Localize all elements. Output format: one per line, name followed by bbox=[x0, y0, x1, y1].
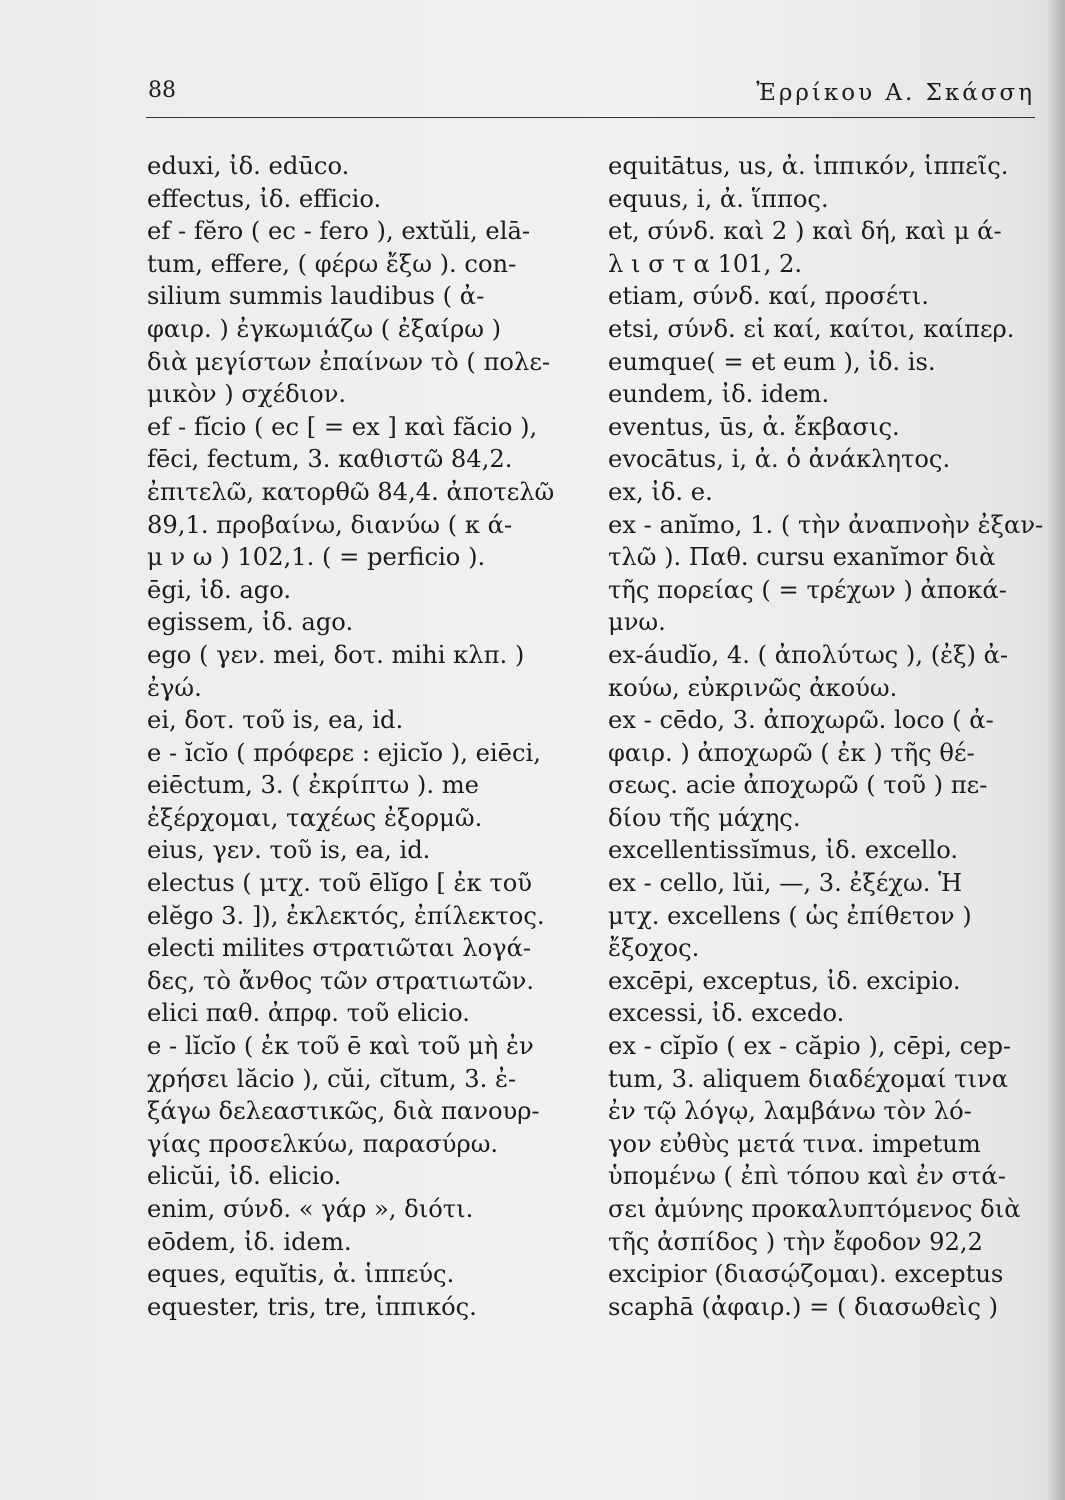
dictionary-line: μνω. bbox=[608, 608, 666, 637]
dictionary-line: ex, ἰδ. e. bbox=[608, 477, 713, 506]
dictionary-line: φαιρ. ) ἐγκωμιάζω ( ἐξαίρω ) bbox=[147, 314, 502, 343]
left-column bbox=[147, 150, 577, 1323]
page-edge-shadow bbox=[1047, 0, 1065, 1500]
dictionary-line: τῆς πορείας ( = τρέχων ) ἀποκά- bbox=[608, 575, 1007, 604]
dictionary-line: ef - fĕro ( ec - fero ), extŭli, elā- bbox=[147, 217, 531, 246]
dictionary-line: ēgi, ἰδ. ago. bbox=[147, 575, 292, 604]
dictionary-line: eius, γεν. τοῦ is, ea, id. bbox=[147, 836, 431, 865]
dictionary-line: eumque( = et eum ), ἰδ. is. bbox=[608, 347, 936, 376]
dictionary-line: δες, τὸ ἄνθος τῶν στρατιωτῶν. bbox=[147, 966, 535, 995]
dictionary-line: ex-áudĭo, 4. ( ἀπολύτως ), (ἐξ) ἀ- bbox=[608, 640, 1009, 669]
dictionary-line: σεως. acie ἀποχωρῶ ( τοῦ ) πε- bbox=[608, 771, 988, 800]
dictionary-line: tum, 3. aliquem διαδέχομαί τινα bbox=[608, 1064, 1009, 1093]
dictionary-line: ἐπιτελῶ, κατορθῶ 84,4. ἀποτελῶ bbox=[147, 477, 555, 506]
dictionary-line: ego ( γεν. mei, δοτ. mihi κλπ. ) bbox=[147, 640, 525, 669]
dictionary-line: δίου τῆς μάχης. bbox=[608, 803, 801, 832]
dictionary-line: ex - cello, lŭi, —, 3. ἐξέχω. Ἡ bbox=[608, 869, 963, 898]
page-number: 88 bbox=[148, 78, 176, 103]
dictionary-line: e - ĭcĭo ( πρόφερε : ejicĭo ), eiēci, bbox=[147, 738, 541, 767]
dictionary-line: διὰ μεγίστων ἐπαίνων τὸ ( πολε- bbox=[147, 347, 551, 376]
dictionary-line: evocātus, i, ἀ. ὁ ἀνάκλητος. bbox=[608, 445, 951, 474]
dictionary-line: eundem, ἰδ. idem. bbox=[608, 380, 830, 409]
dictionary-line: elĕgo 3. ]), ἐκλεκτός, ἐπίλεκτος. bbox=[147, 901, 545, 930]
dictionary-line: κούω, εὐκρινῶς ἀκούω. bbox=[608, 673, 898, 702]
dictionary-line: fēci, fectum, 3. καθιστῶ 84,2. bbox=[147, 445, 513, 474]
dictionary-line: eiēctum, 3. ( ἐκρίπτω ). me bbox=[147, 771, 479, 800]
dictionary-line: effectus, ἰδ. efficio. bbox=[147, 184, 382, 213]
dictionary-line: electus ( μτχ. τοῦ ēlĭgo [ ἐκ τοῦ bbox=[147, 869, 532, 898]
dictionary-line: equester, tris, tre, ἱππικός. bbox=[147, 1292, 477, 1321]
dictionary-line: ὑπομένω ( ἐπὶ τόπου καὶ ἐν στά- bbox=[608, 1162, 1006, 1191]
dictionary-line: ei, δοτ. τοῦ is, ea, id. bbox=[147, 706, 404, 735]
dictionary-line: excessi, ἰδ. excedo. bbox=[608, 999, 845, 1028]
dictionary-line: ἔξοχος. bbox=[608, 934, 700, 963]
running-title: Ἐρρίκου Α. Σκάσση bbox=[756, 80, 1035, 106]
dictionary-line: excellentissĭmus, ἰδ. excello. bbox=[608, 836, 959, 865]
dictionary-line: τῆς ἀσπίδος ) τὴν ἔφοδον 92,2 bbox=[608, 1227, 983, 1256]
dictionary-line: λ ι σ τ α 101, 2. bbox=[608, 249, 803, 278]
dictionary-line: eventus, ūs, ἀ. ἔκβασις. bbox=[608, 412, 900, 441]
dictionary-line: ἐν τῷ λόγῳ, λαμβάνω τὸν λό- bbox=[608, 1097, 972, 1126]
dictionary-line: σει ἀμύνης προκαλυπτόμενος διὰ bbox=[608, 1195, 1021, 1223]
dictionary-line: excipior (διασῴζομαι). exceptus bbox=[608, 1260, 1004, 1289]
dictionary-line: egissem, ἰδ. ago. bbox=[147, 608, 354, 637]
dictionary-line: 89,1. προβαίνω, διανύω ( κ ά- bbox=[147, 510, 513, 539]
dictionary-line: equitātus, us, ἀ. ἱππικόν, ἱππεῖς. bbox=[608, 152, 1009, 180]
dictionary-line: ex - anĭmo, 1. ( τὴν ἀναπνοὴν ἐξαν- bbox=[608, 510, 1044, 539]
dictionary-line: scaphā (ἀφαιρ.) = ( διασωθεὶς ) bbox=[608, 1292, 999, 1321]
dictionary-line: ἐξέρχομαι, ταχέως ἐξορμῶ. bbox=[147, 803, 483, 832]
dictionary-line: τλῶ ). Παθ. cursu exanĭmor διὰ bbox=[608, 543, 996, 572]
dictionary-line: γον εὐθὺς μετά τινα. impetum bbox=[608, 1129, 981, 1158]
dictionary-line: μ ν ω ) 102,1. ( = perficio ). bbox=[147, 543, 486, 572]
dictionary-line: elici παθ. ἀπρφ. τοῦ elicio. bbox=[147, 999, 470, 1028]
dictionary-line: χρήσει lăcio ), cŭi, cĭtum, 3. ἐ- bbox=[147, 1064, 517, 1093]
dictionary-line: ex - cĭpĭo ( ex - căpio ), cēpi, cep- bbox=[608, 1032, 1012, 1061]
dictionary-line: excēpi, exceptus, ἰδ. excipio. bbox=[608, 966, 961, 995]
dictionary-line: ex - cēdo, 3. ἀποχωρῶ. loco ( ἀ- bbox=[608, 706, 994, 735]
dictionary-line: eōdem, ἰδ. idem. bbox=[147, 1227, 352, 1256]
dictionary-line: etiam, σύνδ. καί, προσέτι. bbox=[608, 282, 929, 311]
dictionary-line: et, σύνδ. καὶ 2 ) καὶ δή, καὶ μ ά- bbox=[608, 217, 1002, 246]
dictionary-line: elicŭi, ἰδ. elicio. bbox=[147, 1162, 342, 1191]
dictionary-line: eques, equĭtis, ἀ. ἱππεύς. bbox=[147, 1260, 455, 1289]
dictionary-line: tum, effere, ( φέρω ἔξω ). con- bbox=[147, 249, 517, 278]
dictionary-line: μτχ. excellens ( ὡς ἐπίθετον ) bbox=[608, 901, 972, 930]
dictionary-line: e - lĭcĭo ( ἐκ τοῦ ē καὶ τοῦ μὴ ἐν bbox=[147, 1032, 534, 1061]
dictionary-line: silium summis laudibus ( ἀ- bbox=[147, 282, 485, 311]
dictionary-line: electi milites στρατιῶται λογά- bbox=[147, 934, 532, 963]
dictionary-line: ξάγω δελεαστικῶς, διὰ πανουρ- bbox=[147, 1097, 540, 1126]
dictionary-line: etsi, σύνδ. εἰ καί, καίτοι, καίπερ. bbox=[608, 314, 1015, 343]
dictionary-line: equus, i, ἀ. ἵππος. bbox=[608, 184, 829, 213]
dictionary-line: ἐγώ. bbox=[147, 673, 202, 702]
header-rule bbox=[146, 117, 1035, 118]
dictionary-line: enim, σύνδ. « γάρ », διότι. bbox=[147, 1195, 474, 1223]
dictionary-line: μικὸν ) σχέδιον. bbox=[147, 380, 347, 409]
dictionary-line: φαιρ. ) ἀποχωρῶ ( ἐκ ) τῆς θέ- bbox=[608, 738, 975, 767]
dictionary-line: γίας προσελκύω, παρασύρω. bbox=[147, 1129, 499, 1158]
right-column bbox=[608, 150, 1044, 1323]
dictionary-line: ef - fĭcio ( ec [ = ex ] καὶ făcio ), bbox=[147, 412, 538, 441]
dictionary-line: eduxi, ἰδ. edūco. bbox=[147, 152, 350, 180]
